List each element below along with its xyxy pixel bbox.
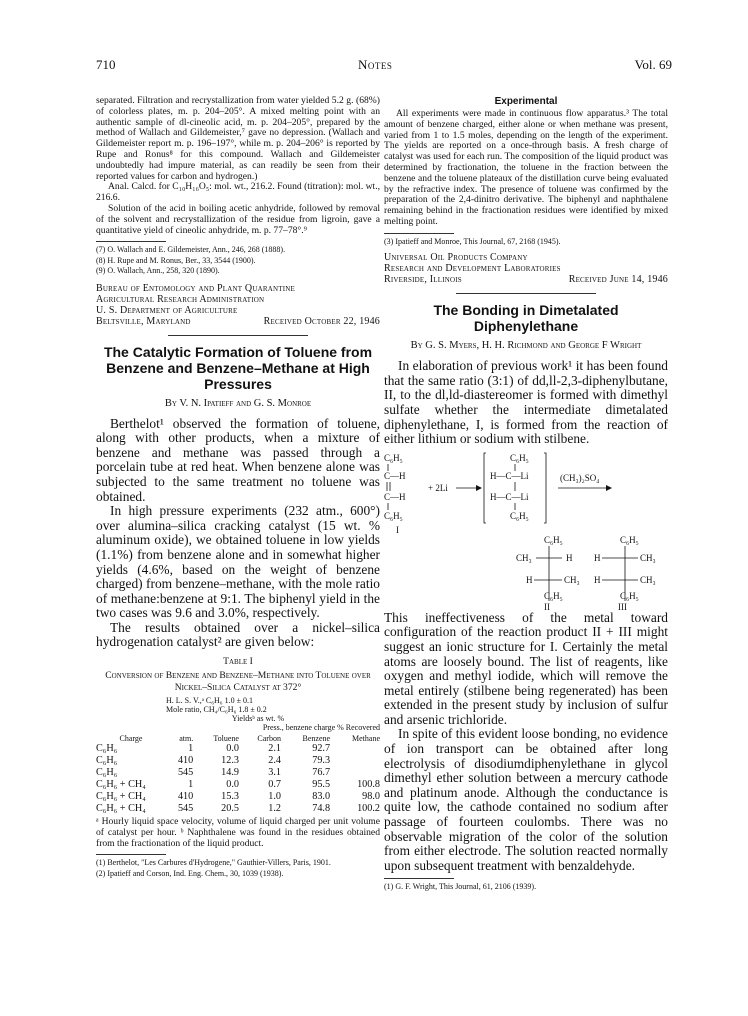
table-cell: 1.0: [268, 791, 281, 803]
article-separator: [168, 335, 308, 336]
affiliation-line: U. S. Department of Agriculture: [96, 304, 238, 316]
received-date: Received June 14, 1946: [568, 274, 668, 286]
left-column: [96, 96, 380, 879]
table-cell: 0.0: [226, 743, 239, 755]
affiliation-block: [96, 283, 380, 327]
phenyl-label: C₆H₅: [620, 590, 639, 601]
compound-label: I: [396, 524, 399, 535]
ch-label: C—H: [384, 491, 406, 502]
table-condition: Mole ratio, CH₄/C₆H₆ 1.8 ± 0.2: [166, 705, 267, 715]
section-heading: Experimental: [494, 96, 558, 107]
table-cell: 14.9: [221, 767, 239, 779]
table-cell: C₆H₆ + CH₄: [96, 791, 146, 803]
table-cell: 0.7: [268, 779, 281, 791]
body-paragraph: In elaboration of previous work¹ it has been found that the same ratio (3:1) of dd,ll-2,3-diphenylbutane, II, to the dl,ld-diastereomer is formed with dimethyl sulfate whether the intermediate dimetalated diphenylethane, I, is formed from the reaction of either lithium or sodium with stilbene.: [384, 358, 668, 447]
table-cell: 2.1: [268, 743, 281, 755]
methyl-label: CH₃: [564, 574, 580, 585]
article-body: [96, 417, 380, 651]
column-header: Carbon: [257, 734, 281, 744]
reaction-scheme: [384, 451, 668, 611]
arrow-head: [606, 485, 612, 491]
table-row: [96, 755, 380, 767]
volume-label: Vol. 69: [634, 57, 672, 72]
compound-label: III: [618, 601, 627, 611]
table-cell: 100.8: [357, 779, 380, 791]
table-cell: 79.3: [312, 755, 331, 767]
article-authors: By V. N. Ipatieff and G. S. Monroe: [164, 397, 312, 409]
hydrogen-label: H: [594, 574, 601, 585]
phenyl-label: C₆H₅: [620, 534, 639, 545]
article-title: The Catalytic Formation of Toluene from Benzene and Benzene–Methane at High Pressures: [103, 343, 373, 392]
table-cell: 15.3: [221, 791, 239, 803]
footnotes-block: [96, 245, 380, 276]
table-cell: 2.4: [268, 755, 281, 767]
footnote-rule: [96, 854, 166, 855]
experimental-body: [384, 109, 668, 228]
affiliation-line: Universal Oil Products Company: [384, 252, 528, 264]
affiliation-line: Research and Development Laboratories: [384, 263, 561, 275]
ch-label: C—H: [384, 470, 406, 481]
footnote-8: (8) H. Rupe and M. Ronus, Ber., 33, 3544 (1900).: [96, 255, 256, 265]
affiliation-block: [384, 252, 668, 285]
hydrogen-label: H: [526, 574, 533, 585]
column-header: Toluene: [213, 734, 239, 744]
table-row: [96, 791, 380, 803]
footnote-9: (9) O. Wallach, Ann., 258, 320 (1890).: [96, 266, 220, 276]
table-cell: 74.8: [312, 803, 331, 815]
table-caption: Conversion of Benzene and Benzene–Methane into Toluene over Nickel–Silica Catalyst at 372°: [105, 670, 371, 694]
table-cell: 1: [188, 779, 194, 791]
methyl-label: CH₃: [640, 574, 656, 585]
table-cell: 410: [177, 755, 194, 767]
received-date: Received October 22, 1946: [263, 315, 380, 327]
table-cell: 92.7: [312, 743, 331, 755]
methyl-label: CH₃: [640, 552, 656, 563]
footnote-3: (3) Ipatieff and Monroe, This Journal, 67, 2168 (1945).: [384, 236, 561, 246]
table-cell: 76.7: [312, 767, 331, 779]
table-cell: [330, 767, 380, 779]
article-body: [384, 611, 668, 874]
anhydride-paragraph: Solution of the acid in boiling acetic anhydride, followed by removal of the solvent and recrystallization of the residue from ligroin, gave a quantitative yield of cineolic anhydride, m. p. 77–78°.⁹: [96, 202, 380, 236]
body-paragraph: The results obtained over a nickel–silica hydrogenation catalyst² are given below:: [96, 619, 380, 650]
table-cell: 100.2: [357, 803, 380, 815]
footnote-7: (7) O. Wallach and E. Gildemeister, Ann., 246, 268 (1888).: [96, 245, 286, 255]
table-condition: H. L. S. V.,ᵃ C₆H₆ 1.0 ± 0.1: [166, 696, 253, 706]
table-cell: C₆H₆: [96, 755, 118, 767]
table-note: ᵃ Hourly liquid space velocity, volume of liquid charged per unit volume of catalyst per hour. ᵇ Naphthalene was found in the residues obtained from the fractionation of the liquid product.: [96, 816, 380, 849]
continued-paragraph: separated. Filtration and recrystallization from water yielded 5.2 g. (68%) of colorless plates, m. p. 204–205°. A mixed melting point with an authentic sample of dl-cineolic acid, m. p. 204–205°, prepared by the method of Wallach and Gildemeister,⁷ gave no depression. (Wallach and Gildemeister report m. p. 196–197°, while m. p. 204–206° is reported by Rupe and Ronus⁸ for this compound. Wallach and Gildemeister undoubtedly had impure material, as can readily be seen from their reported values for carbon and hydrogen.): [96, 95, 380, 182]
phenyl-label: C₆H₅: [384, 510, 403, 521]
table-header-line: Press., benzene charge % Recovered: [262, 723, 380, 733]
analysis-paragraph: Anal. Calcd. for C₁₀H₁₆O₅: mol. wt., 216.2. Found (titration): mol. wt., 216.6.: [96, 181, 381, 204]
hydrogen-label: H: [566, 552, 573, 563]
table-row: [96, 743, 380, 755]
table-cell: [330, 755, 380, 767]
table-header-line: Yieldsᵇ as wt. %: [231, 714, 285, 724]
footnote-2: (2) Ipatieff and Corson, Ind. Eng. Chem., 30, 1039 (1938).: [96, 868, 284, 878]
body-paragraph: Berthelot¹ observed the formation of toluene, along with other products, when a mixture of benzene and methane was passed through a porcelain tube at red heat. When benzene alone was subjected to the same treatment no toluene was obtained.: [96, 415, 380, 504]
table-cell: 98.0: [362, 791, 380, 803]
table-cell: 20.5: [221, 803, 239, 815]
phenyl-label: C₆H₅: [544, 534, 563, 545]
affiliation-date-line: [96, 316, 380, 327]
affiliation-city: Beltsville, Maryland: [96, 315, 191, 327]
footnotes-block: [96, 858, 380, 879]
section-title: Notes: [358, 57, 393, 72]
table-cell: 12.3: [221, 755, 239, 767]
table-cell: 83.0: [312, 791, 331, 803]
table-cell: 95.5: [312, 779, 331, 791]
footnote-1: (1) G. F. Wright, This Journal, 61, 2106 (1939).: [384, 882, 537, 892]
table-row: [96, 767, 380, 779]
table-cell: 410: [177, 791, 194, 803]
table-label: Table I: [223, 656, 253, 668]
article-body: [384, 359, 668, 447]
phenyl-label: C₆H₅: [384, 452, 403, 463]
affiliation-city: Riverside, Illinois: [384, 274, 462, 286]
affiliation-line: Agricultural Research Administration: [96, 293, 265, 305]
footnote-1: (1) Berthelot, "Les Carbures d'Hydrogene," Gauthier-Villers, Paris, 1901.: [96, 858, 331, 868]
table-cell: C₆H₆ + CH₄: [96, 779, 146, 791]
lithium-reagent: + 2Li: [428, 482, 448, 493]
arrow-head: [476, 485, 482, 491]
table-header-row: [96, 734, 380, 743]
table-cell: 3.1: [268, 767, 281, 779]
table-cell: 545: [177, 767, 194, 779]
phenyl-label: C₆H₅: [510, 452, 529, 463]
column-header: Methane: [352, 734, 380, 744]
article-title: The Bonding in Dimetalated Diphenylethane: [433, 302, 619, 335]
table-cell: 1: [188, 743, 194, 755]
table-cell: C₆H₆ + CH₄: [96, 803, 146, 815]
table-cell: C₆H₆: [96, 743, 118, 755]
table-cell: [330, 743, 380, 755]
column-header: Benzene: [302, 734, 331, 744]
right-column: [384, 96, 668, 893]
phenyl-label: C₆H₅: [510, 510, 529, 521]
continued-article: [96, 96, 380, 236]
compound-label: II: [544, 601, 550, 611]
methylating-reagent: (CH₃)₂SO₄: [560, 472, 600, 483]
article-authors: By G. S. Myers, H. H. Richmond and George F Wright: [410, 340, 642, 352]
hydrogen-label: H: [594, 552, 601, 563]
methyl-label: CH₃: [516, 552, 532, 563]
bracket: [484, 453, 486, 523]
body-paragraph: This ineffectiveness of the metal toward configuration of the reaction product II + III might suggest an ionic structure for I. Certainly the metal atoms are loosely bound. The list of reagents, like oxygen and methyl iodide, which will remove the metal entirely (stilbene being regenerated) has been extended in the present study by inclusion of sulfur and arsenic trichloride.: [384, 609, 668, 727]
phenyl-label: C₆H₅: [544, 590, 563, 601]
column-header: atm.: [179, 734, 194, 744]
running-header: [96, 57, 672, 73]
footnote-rule: [96, 241, 166, 242]
data-table: [96, 734, 380, 815]
body-paragraph: In high pressure experiments (232 atm., 600°) over alumina–silica cracking catalyst (15 wt. % aluminum oxide), we obtained toluene in low yields (1.1%) from benzene alone and in somewhat higher yields (4.6%, based on the weight of benzene charged) from benzene–methane, with the mole ratio of methane:benzene at 9:1. The biphenyl yield in the two cases was 9.6 and 3.0%, respectively.: [96, 503, 380, 621]
table-cell: 1.2: [268, 803, 281, 815]
footnote-rule: [384, 233, 454, 234]
affiliation-line: Bureau of Entomology and Plant Quarantine: [96, 282, 295, 294]
column-header: Charge: [119, 734, 143, 744]
bracket: [544, 453, 546, 523]
body-paragraph: All experiments were made in continuous flow apparatus.³ The total amount of benzene charged, either alone or when methane was present, varied from 1 to 1.5 moles, depending on the length of the experiment. The yields are reported on a once-through basis. A fresh charge of catalyst was used for each run. The composition of the liquid product was determined by fractionation, the toluene in the fraction between the benzene and the toluene plateaux of the distillation curve being evaluated by the refractive index. The presence of toluene was confirmed by the preparation of the 2,4-dinitro derivative. The biphenyl and naphthalene remaining behind in the fractionation residues were identified by mixed melting point.: [384, 108, 668, 227]
article-separator: [456, 293, 596, 294]
page-number: 710: [96, 57, 116, 72]
body-paragraph: In spite of this evident loose bonding, no evidence of ion transport can be obtained after long electrolysis of disodiumdiphenylethane in glycol dimethyl ether solution between a mercury cathode and platinum anode. Although the conductance is quite low, the cathode contained no sodium after passage of fourteen coulombs. There was no observable migration of the color of the solution from either electrode. The solution reacted normally upon subsequent treatment with benzaldehyde.: [384, 726, 668, 873]
table-cell: 0.0: [226, 779, 239, 791]
table-row: [96, 779, 380, 791]
carbanion-label: H—C—Li: [490, 470, 529, 481]
table-cell: C₆H₆: [96, 767, 118, 779]
table-cell: 545: [177, 803, 194, 815]
affiliation-date-line: [384, 274, 668, 285]
carbanion-label: H—C—Li: [490, 491, 529, 502]
table-row: [96, 803, 380, 815]
footnote-rule: [384, 878, 454, 879]
